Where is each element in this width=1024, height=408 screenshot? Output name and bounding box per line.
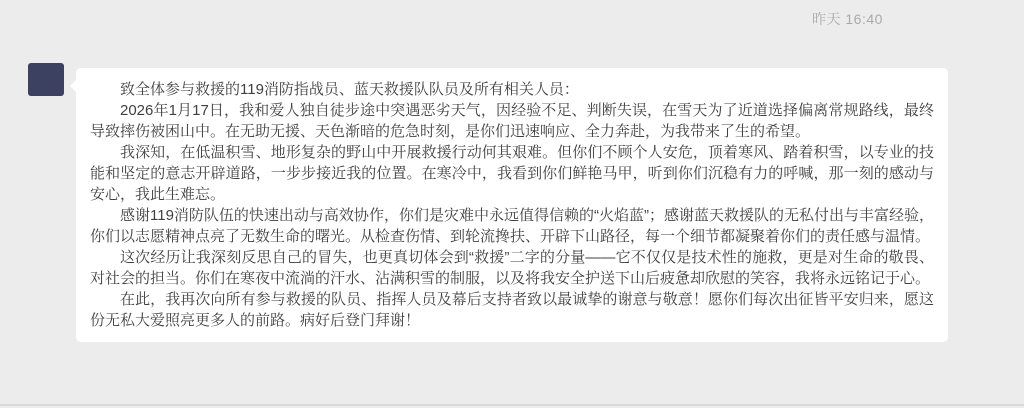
message-paragraph: 感谢119消防队伍的快速出动与高效协作，你们是灾难中永远值得信赖的“火焰蓝”；感谢蓝天救援队的无私付出与丰富经验，你们以志愿精神点亮了无数生命的曙光。从检查伤情、到轮流搀扶、开辟下山路径，每一个细节都凝聚着你们的责任感与温情。 (90, 207, 934, 245)
sender-avatar[interactable] (28, 63, 64, 96)
bottom-divider (0, 404, 1024, 406)
message-paragraph: 这次经历让我深刻反思自己的冒失，也更真切体会到“救援”二字的分量——它不仅仅是技术性的施救，更是对生命的敬畏、对社会的担当。你们在寒夜中流淌的汗水、沾满积雪的制服，以及将我安全护送下山后疲惫却欣慰的笑容，我将永远铭记于心。 (90, 249, 934, 287)
message-timestamp: 昨天 16:40 (812, 11, 883, 27)
message-paragraph: 我深知，在低温积雪、地形复杂的野山中开展救援行动何其艰难。但你们不顾个人安危，顶着寒风、踏着积雪，以专业的技能和坚定的意志开辟道路，一步步接近我的位置。在寒冷中，我看到你们鲜艳马甲，听到你们沉稳有力的呼喊，那一刻的感动与安心，我此生难忘。 (90, 144, 934, 203)
message-bubble[interactable] (76, 68, 948, 342)
message-paragraph: 在此，我再次向所有参与救援的队员、指挥人员及幕后支持者致以最诚挚的谢意与敬意！愿你们每次出征皆平安归来，愿这份无私大爱照亮更多人的前路。病好后登门拜谢！ (90, 291, 934, 329)
message-salutation: 致全体参与救援的119消防指战员、蓝天救援队队员及所有相关人员： (120, 81, 579, 98)
message-paragraph: 2026年1月17日，我和爱人独自徒步途中突遇恶劣天气，因经验不足、判断失误，在雪天为了近道选择偏离常规路线，最终导致摔伤被困山中。在无助无援、天色渐暗的危急时刻，是你们迅速响应、全力奔赴，为我带来了生的希望。 (90, 102, 934, 140)
